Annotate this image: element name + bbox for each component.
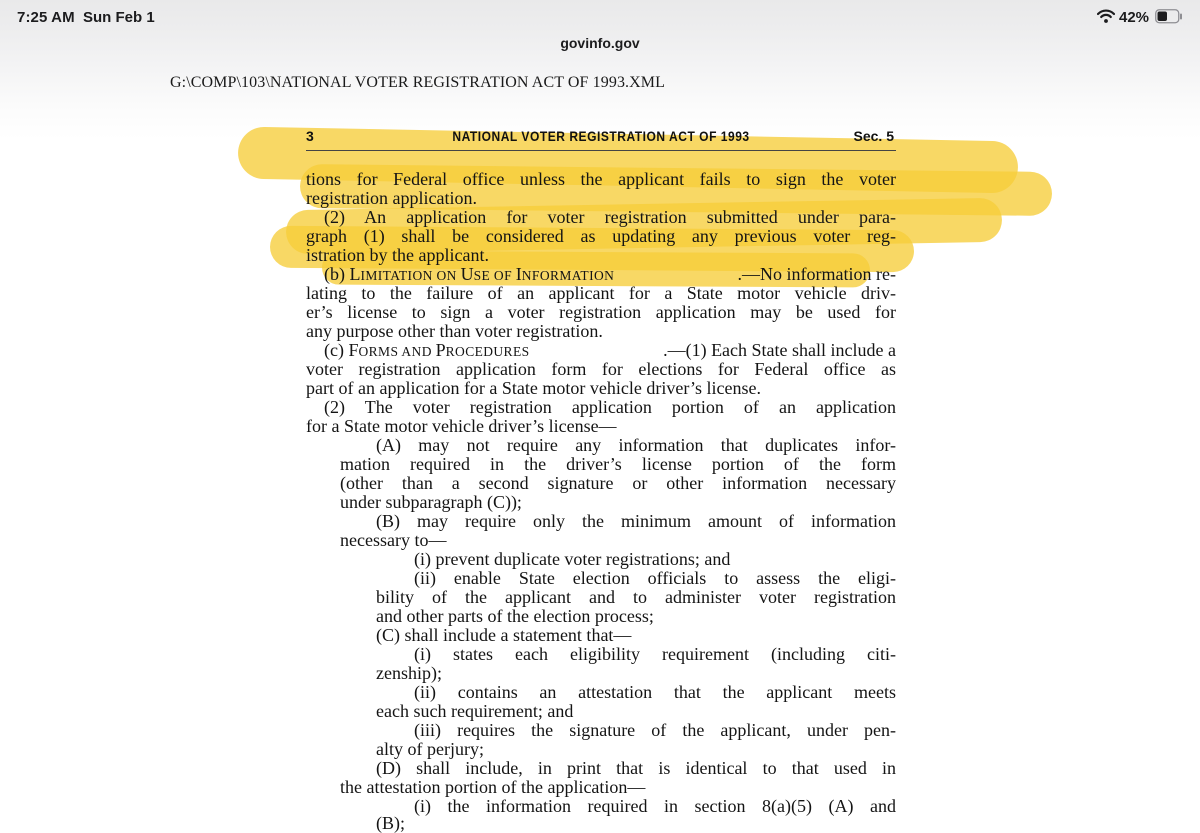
address-bar[interactable]: govinfo.gov: [560, 35, 640, 51]
text-line: any purpose other than voter registration.: [306, 321, 603, 341]
document-file-path: G:\COMP\103\NATIONAL VOTER REGISTRATION ACT OF 1993.XML: [170, 74, 666, 91]
text-line: (ii) enable State election officials to assess the eligi-: [414, 568, 896, 588]
text-line: (C) shall include a statement that—: [376, 625, 632, 645]
text-line: tions for Federal office unless the applicant fails to sign the voter: [306, 169, 896, 189]
head-rule: [306, 150, 896, 151]
text-line: zenship);: [376, 663, 442, 683]
text-line: under subparagraph (C));: [340, 492, 522, 512]
text-line: mation required in the driver’s license portion of the form: [340, 454, 896, 474]
text-line: er’s license to sign a voter registration application may be used for: [306, 302, 896, 322]
text-fragment: .—(1) Each State shall include a: [663, 340, 896, 360]
text-line: (D) shall include, in print that is identical to that used in: [376, 758, 896, 778]
text-line: lating to the failure of an applicant for a State motor vehicle driv-: [306, 283, 896, 303]
text-line: registration application.: [306, 188, 477, 208]
text-line: necessary to—: [340, 530, 447, 550]
text-line: [324, 265, 896, 285]
status-date: Sun Feb 1: [83, 9, 155, 26]
text-line: each such requirement; and: [376, 701, 574, 721]
text-line: and other parts of the election process;: [376, 606, 654, 626]
section-label: Sec. 5: [853, 128, 894, 144]
text-line: (2) The voter registration application portion of an application: [324, 397, 896, 417]
battery-percentage: 42%: [1119, 9, 1150, 26]
text-line: bility of the applicant and to administer voter registration: [376, 587, 896, 607]
battery-icon: [1155, 9, 1183, 24]
wifi-icon: [1097, 9, 1115, 23]
status-bar: [0, 0, 1200, 34]
text-line: part of an application for a State motor vehicle driver’s license.: [306, 378, 762, 398]
subsection-heading: (b) LIMITATION ON USE OF INFORMATION: [324, 264, 615, 284]
running-head: [306, 128, 896, 150]
act-title: NATIONAL VOTER REGISTRATION ACT OF 1993: [452, 128, 750, 144]
status-time: 7:25 AM: [17, 9, 75, 26]
text-line: (i) prevent duplicate voter registrations; and: [414, 549, 731, 569]
text-line: (B) may require only the minimum amount of information: [376, 511, 896, 531]
text-line: (2) An application for voter registration submitted under para-: [324, 207, 896, 227]
text-line: (i) states each eligibility requirement (including citi-: [414, 644, 896, 664]
page-number: 3: [306, 128, 314, 144]
text-line: istration by the applicant.: [306, 245, 489, 265]
text-line: (other than a second signature or other information necessary: [340, 473, 896, 493]
text-line: (ii) contains an attestation that the applicant meets: [414, 682, 896, 702]
text-line: (i) the information required in section 8(a)(5) (A) and: [414, 796, 896, 816]
text-line: (A) may not require any information that duplicates infor-: [376, 435, 896, 455]
text-line: (iii) requires the signature of the applicant, under pen-: [414, 720, 896, 740]
text-line: the attestation portion of the application—: [340, 777, 646, 797]
text-line: graph (1) shall be considered as updating any previous voter reg-: [306, 226, 896, 246]
text-line: for a State motor vehicle driver’s license—: [306, 416, 617, 436]
subsection-heading: (c) FORMS AND PROCEDURES: [324, 340, 530, 360]
text-line: (B);: [376, 813, 405, 833]
text-fragment: .—No information re-: [737, 264, 896, 284]
text-line: voter registration application form for elections for Federal office as: [306, 359, 896, 379]
text-line: alty of perjury;: [376, 739, 484, 759]
text-line: [324, 341, 896, 361]
